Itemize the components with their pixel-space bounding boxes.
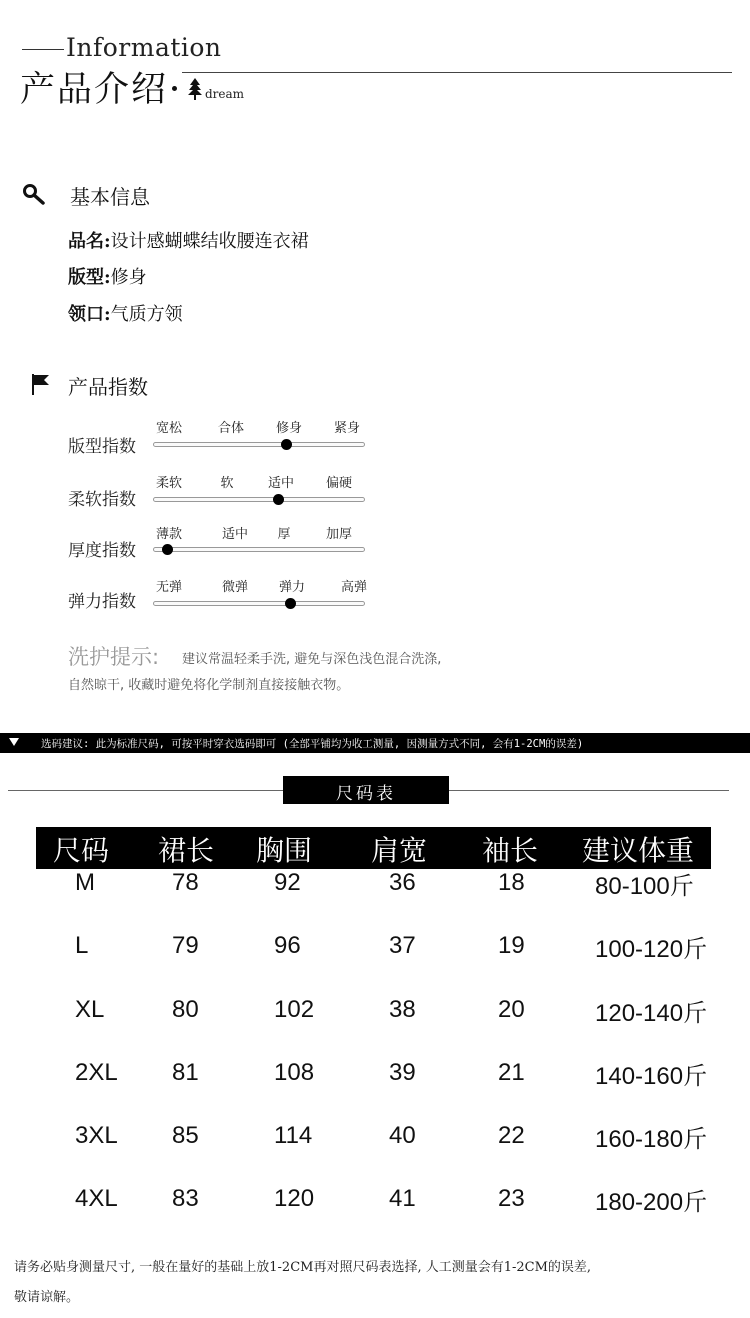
basic-info-heading: 基本信息 xyxy=(70,185,150,209)
column-header: 裙长 xyxy=(158,834,215,867)
size-table-rule-left xyxy=(8,790,284,791)
info-collar-label: 领口: xyxy=(68,304,111,325)
info-collar-value: 气质方领 xyxy=(110,304,183,325)
table-cell: 81 xyxy=(172,1059,199,1086)
column-header: 胸围 xyxy=(256,834,313,867)
table-cell: 80 xyxy=(172,996,199,1023)
info-name-value: 设计感蝴蝶结收腰连衣裙 xyxy=(110,231,309,252)
index-option: 宽松 xyxy=(155,421,182,436)
table-cell: 18 xyxy=(498,869,525,896)
table-cell: 20 xyxy=(498,996,525,1023)
info-fit-label: 版型: xyxy=(68,267,111,288)
table-cell: 108 xyxy=(274,1059,315,1086)
index-marker-softness xyxy=(273,494,284,505)
table-cell: 160-180斤 xyxy=(595,1126,708,1153)
table-cell: 2XL xyxy=(75,1059,118,1086)
table-cell: L xyxy=(75,932,89,959)
index-label-elasticity: 弹力指数 xyxy=(68,592,136,612)
table-cell: 85 xyxy=(172,1122,199,1149)
index-option: 适中 xyxy=(267,476,294,491)
info-name-line xyxy=(68,227,309,253)
index-track-softness xyxy=(153,497,365,502)
index-option: 微弹 xyxy=(221,580,248,595)
table-cell: 120 xyxy=(274,1185,315,1212)
care-line-1: 建议常温轻柔手洗, 避免与深色浅色混合洗涤, xyxy=(182,652,442,667)
table-cell: 40 xyxy=(389,1122,416,1149)
info-name-label: 品名: xyxy=(68,231,111,252)
header-info-word: Information xyxy=(66,33,222,62)
info-fit-line xyxy=(68,263,147,289)
table-cell: 37 xyxy=(389,932,416,959)
index-option: 软 xyxy=(220,476,234,491)
index-marker-elasticity xyxy=(285,598,296,609)
table-cell: 38 xyxy=(389,996,416,1023)
column-header: 尺码 xyxy=(53,834,110,867)
index-option: 弹力 xyxy=(278,580,305,595)
table-cell: 96 xyxy=(274,932,301,959)
table-cell: 23 xyxy=(498,1185,525,1212)
table-cell: 21 xyxy=(498,1059,525,1086)
footer-note-line-2: 敬请谅解。 xyxy=(14,1290,80,1305)
triangle-down-icon xyxy=(9,738,19,746)
table-cell: 100-120斤 xyxy=(595,936,708,963)
info-fit-value: 修身 xyxy=(110,267,147,288)
index-label-softness: 柔软指数 xyxy=(68,490,136,510)
table-cell: 83 xyxy=(172,1185,199,1212)
header-rule-left xyxy=(22,49,64,50)
index-option: 薄款 xyxy=(155,527,182,542)
table-cell: 78 xyxy=(172,869,199,896)
product-index-heading: 产品指数 xyxy=(68,375,148,399)
flag-icon xyxy=(30,372,54,396)
index-marker-thickness xyxy=(162,544,173,555)
table-cell: 19 xyxy=(498,932,525,959)
index-option: 厚 xyxy=(277,527,291,542)
header-dot xyxy=(172,86,177,91)
table-cell: 140-160斤 xyxy=(595,1063,708,1090)
table-cell: M xyxy=(75,869,95,896)
index-label-thickness: 厚度指数 xyxy=(68,541,136,561)
column-header: 肩宽 xyxy=(371,834,428,867)
index-option: 偏硬 xyxy=(325,476,352,491)
search-icon xyxy=(22,183,46,207)
table-cell: 80-100斤 xyxy=(595,873,694,900)
index-option: 紧身 xyxy=(333,421,360,436)
table-cell: 79 xyxy=(172,932,199,959)
table-cell: 92 xyxy=(274,869,301,896)
header-tagline: dream xyxy=(205,87,245,101)
index-option: 适中 xyxy=(221,527,248,542)
index-option: 无弹 xyxy=(155,580,182,595)
index-option: 修身 xyxy=(275,421,302,436)
care-title: 洗护提示: xyxy=(68,645,160,669)
table-cell: 114 xyxy=(274,1122,313,1149)
info-collar-line xyxy=(68,300,183,326)
index-option: 柔软 xyxy=(155,476,182,491)
table-cell: 3XL xyxy=(75,1122,118,1149)
column-header: 袖长 xyxy=(482,834,539,867)
index-option: 加厚 xyxy=(325,527,352,542)
table-cell: 180-200斤 xyxy=(595,1189,708,1216)
index-track-thickness xyxy=(153,547,365,552)
table-cell: XL xyxy=(75,996,105,1023)
index-option: 合体 xyxy=(217,421,244,436)
table-cell: 41 xyxy=(389,1185,416,1212)
table-cell: 22 xyxy=(498,1122,525,1149)
size-table-title: 尺码表 xyxy=(336,784,396,804)
care-line-2: 自然晾干, 收藏时避免将化学制剂直接接触衣物。 xyxy=(68,678,350,693)
table-cell: 120-140斤 xyxy=(595,1000,708,1027)
index-label-fit: 版型指数 xyxy=(68,437,136,457)
tree-icon xyxy=(187,78,203,100)
notice-text: 选码建议: 此为标准尺码, 可按平时穿衣选码即可 (全部平铺均为收工测量, 因测量方式不同, 会有1-2CM的误差) xyxy=(41,738,584,750)
table-cell: 4XL xyxy=(75,1185,118,1212)
footer-note-line-1: 请务必贴身测量尺寸, 一般在量好的基础上放1-2CM再对照尺码表选择, 人工测量会有1-2CM的误差, xyxy=(14,1260,592,1275)
column-header: 建议体重 xyxy=(582,834,695,867)
table-cell: 36 xyxy=(389,869,416,896)
size-table-rule-right xyxy=(449,790,729,791)
index-track-elasticity xyxy=(153,601,365,606)
table-cell: 39 xyxy=(389,1059,416,1086)
page-title: 产品介绍 xyxy=(20,70,169,110)
header-rule-right xyxy=(182,72,732,73)
index-marker-fit xyxy=(281,439,292,450)
index-track-fit xyxy=(153,442,365,447)
table-cell: 102 xyxy=(274,996,315,1023)
index-option: 高弹 xyxy=(340,580,367,595)
